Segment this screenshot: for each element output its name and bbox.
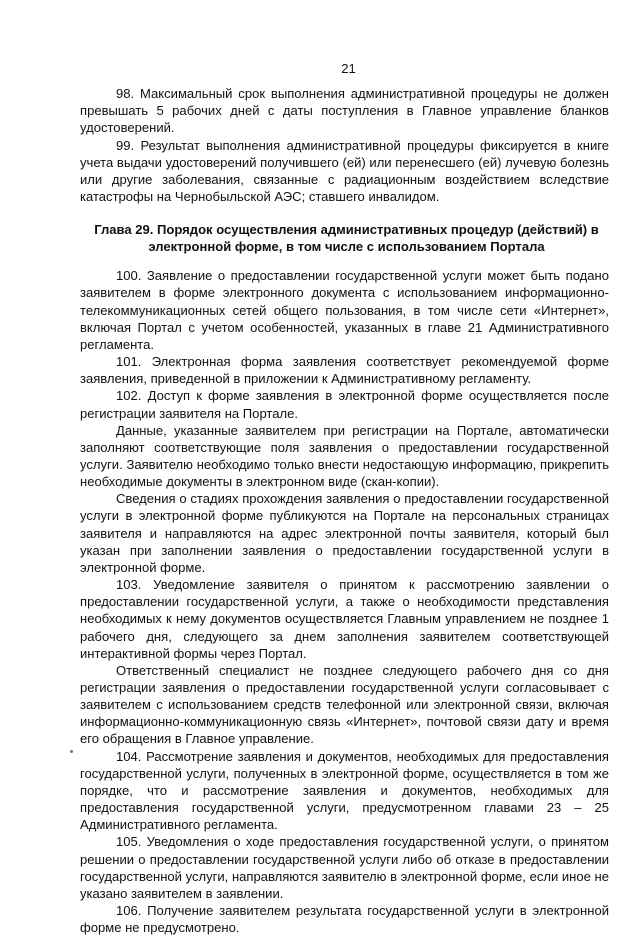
- paragraph-103: 103. Уведомление заявителя о принятом к рассмотрению заявлении о предоставлении государственной услуги, а также о необходимости представления необходимых к нему документов осуществляется Главным управлением не позднее 1 рабочего дня, следующего за днем заполнения заявителем соответствующей интерактивной формы через Портал.: [80, 577, 609, 661]
- scan-dot: [70, 750, 73, 753]
- paragraph-105: 105. Уведомления о ходе предоставления государственной услуги, о принятом решении о предоставлении государственной услуги либо об отказе в предоставлении государственной услуги, направляются заявителю в электронной форме, если иное не указано заявителем в заявлении.: [80, 834, 609, 901]
- paragraph-status-info: Сведения о стадиях прохождения заявления о предоставлении государственной услуги в электронной форме публикуются на Портале на персональных страницах заявителя и направляются на адрес электронной почты заявителя, который был указан при заполнении заявления о предоставлении государственной услуги в электронной форме.: [80, 491, 609, 575]
- chapter-title: Глава 29. Порядок осуществления административных процедур (действий) в электронной форме, в том числе с использованием Портала: [94, 222, 599, 255]
- paragraph-102: 102. Доступ к форме заявления в электронной форме осуществляется после регистрации заявителя на Портале.: [80, 388, 609, 421]
- paragraph-specialist: Ответственный специалист не позднее следующего рабочего дня со дня регистрации заявления о предоставлении государственной услуги согласовывает с заявителем с использованием средств телефонной или электронной связи, включая информационно-коммуникационную связь «Интернет», почтовой связи дату и время его обращения в Главное управление.: [80, 662, 609, 747]
- paragraph-98: 98. Максимальный срок выполнения административной процедуры не должен превышать 5 рабочих дней с даты поступления в Главное управление бланков удостоверений.: [80, 86, 609, 136]
- paragraph-99: 99. Результат выполнения административной процедуры фиксируется в книге учета выдачи удостоверений получившего (ей) или перенесшего (ей) лучевую болезнь или другие заболевания, связанные с радиационным воздействием вследствие катастрофы на Чернобыльской АЭС; ставшего инвалидом.: [80, 137, 609, 205]
- paragraph-101: 101. Электронная форма заявления соответствует рекомендуемой форме заявления, приведенной в приложении к Административному регламенту.: [80, 354, 609, 387]
- page-number: 21: [341, 61, 356, 76]
- paragraph-106: 106. Получение заявителем результата государственной услуги в электронной форме не предусмотрено.: [80, 903, 609, 936]
- paragraph-registration-data: Данные, указанные заявителем при регистрации на Портале, автоматически заполняют соответствующие поля заявления о предоставлении государственной услуги. Заявителю необходимо только внести недостающую информацию, прикрепить необходимые документы в электронном виде (скан-копии).: [80, 422, 609, 490]
- paragraph-100: 100. Заявление о предоставлении государственной услуги может быть подано заявителем в форме электронного документа с использованием информационно-телекоммуникационных сетей общего пользования, в том числе сети «Интернет», включая Портал с учетом особенностей, указанных в главе 21 Административного регламента.: [80, 268, 609, 352]
- paragraph-104: 104. Рассмотрение заявления и документов, необходимых для предоставления государственной услуги, полученных в электронной форме, осуществляется в том же порядке, что и рассмотрение заявления и документов, необходимых для предоставления государственной услуги, предусмотренном главами 23 – 25 Административного регламента.: [80, 748, 609, 833]
